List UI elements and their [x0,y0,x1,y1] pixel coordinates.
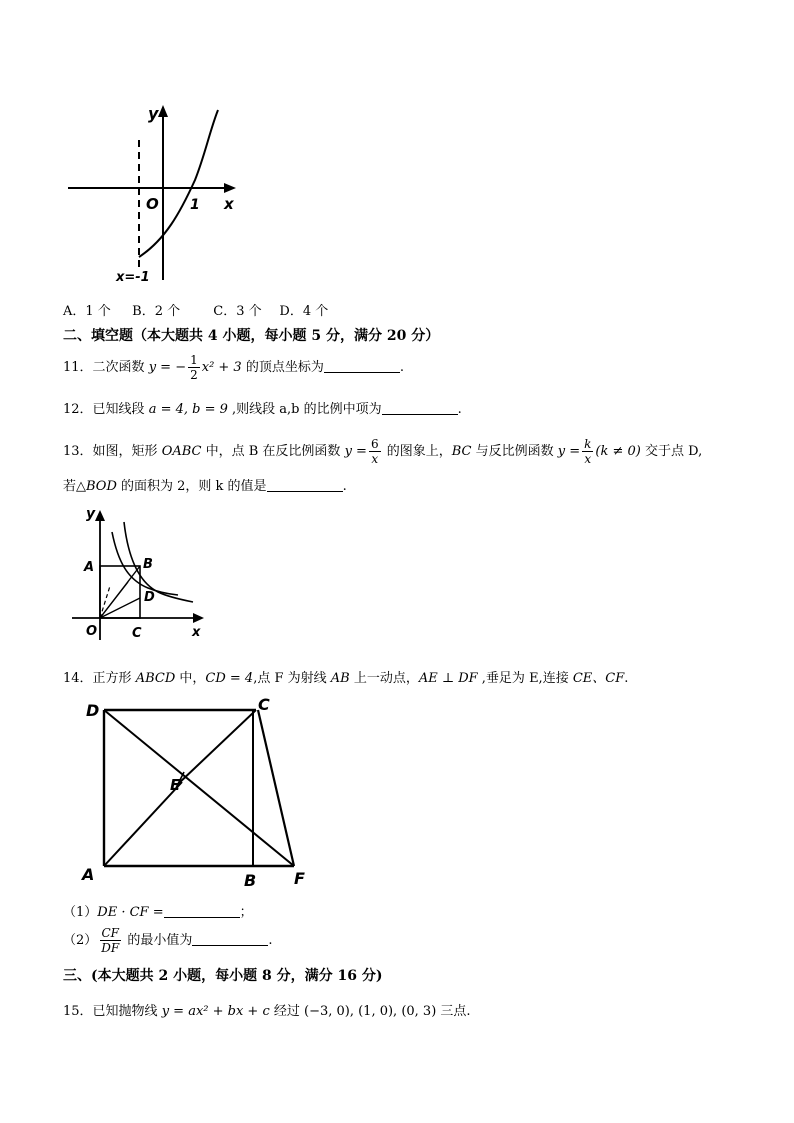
q14-2-den: DF [101,941,120,955]
q13-d1: x [371,452,379,466]
q13-line2-post: 的面积为 2，则 k 的值是 [116,479,267,494]
fig2-y-label: y [86,506,96,522]
x-axis-arrow [224,183,236,193]
q11-eq: y = − [148,360,187,375]
fig2-o-label: O [86,624,98,639]
q13-y2: y = [557,444,581,459]
hyperbola-outer [124,522,193,602]
fig3-c-label: C [258,695,270,714]
q13-end1: 交于点 D, [640,444,703,459]
q14-abcd: ABCD [135,671,176,686]
q13-mid3: 与反比例函数 [471,444,558,459]
option-c: C．3 个 [213,304,262,319]
parabola-curve [139,110,218,257]
q13-n1: 6 [370,437,379,451]
q12-answer-blank[interactable] [382,401,458,415]
q11-post: 的顶点坐标为 [241,360,324,375]
question-11 [63,353,404,382]
q13-d2: x [584,452,592,466]
q14-mid4: ,垂足为 E,连接 [477,671,573,686]
q14-1-label: （1） [63,905,98,920]
question-15 [63,1000,471,1019]
fig1-x-eq-label: x=-1 [116,270,150,285]
segment-ce [178,710,256,784]
q14-perp: AE ⊥ DF [418,671,478,686]
q14-2-end: . [268,933,273,948]
q15-eq: y = ax² + bx + c [161,1004,270,1019]
q14-2-post: 的最小值为 [123,933,193,948]
q14-1-expr: DE · CF = [97,905,164,920]
q14-2-answer-blank[interactable] [192,932,268,946]
q12-post: ,则线段 a,b 的比例中项为 [227,402,382,417]
fig2-a-label: A [84,560,95,575]
q12-end: . [457,402,462,417]
fig1-x-label: x [224,195,234,213]
q14-cd: CD = 4 [205,671,254,686]
q11-answer-blank[interactable] [324,359,400,373]
parabola-figure [60,95,250,290]
q13-n2: k [584,437,592,451]
q15-mid: 经过 [269,1004,304,1019]
q10-options [63,300,328,319]
segment-od-alt [100,582,128,618]
q11-num: 1 [190,353,198,367]
q13-mid1: 中，点 B 在反比例函数 [201,444,345,459]
q15-points: (−3, 0), (1, 0), (0, 3) [304,1004,437,1019]
q13-fraction-1 [369,437,381,466]
option-d: D．4 个 [279,304,329,319]
q11-fraction [188,353,200,382]
q14-2-fraction [99,926,121,955]
q15-text: 15．已知抛物线 [63,1004,162,1019]
q13-end2: . [342,479,347,494]
segment-od [100,598,140,618]
question-14-part-2 [63,926,273,955]
q13-answer-blank[interactable] [267,478,343,492]
fig1-origin-label: O [146,195,159,213]
option-b: B．2 个 [132,304,181,319]
q14-ce: CE、CF [572,671,625,686]
section-3-heading: 三、(本大题共 2 小题，每小题 8 分，满分 16 分) [63,968,383,984]
q13-oabc: OABC [161,444,202,459]
question-13 [63,437,702,466]
fig3-d-label: D [86,701,100,720]
q13-cond: (k ≠ 0) [595,444,641,459]
q13-mid2: 的图象上， [382,444,452,459]
q11-end: . [399,360,404,375]
question-13-line-2 [63,475,347,494]
segment-ae [104,782,182,866]
q14-ab: AB [330,671,350,686]
square-figure [72,690,332,895]
segment-df [104,710,294,866]
fig2-c-label: C [132,626,142,641]
q13-bc: BC [451,444,472,459]
fig3-a-label: A [82,865,95,884]
section-2-heading: 二、填空题（本大题共 4 小题，每小题 5 分，满分 20 分） [63,328,440,344]
q13-bod: BOD [86,479,117,494]
q13-text: 13．如图，矩形 [63,444,162,459]
q11-text: 11．二次函数 [63,360,149,375]
q14-text: 14．正方形 [63,671,136,686]
q12-text: 12．已知线段 [63,402,149,417]
q13-fraction-2 [582,437,593,466]
q14-1-answer-blank[interactable] [164,904,240,918]
q11-den: 2 [190,368,198,382]
q14-2-label: （2） [63,933,98,948]
fig3-b-label: B [244,871,257,890]
fig1-y-label: y [148,104,159,123]
fig1-one-label: 1 [190,197,200,213]
question-12 [63,398,462,417]
question-14-part-1 [63,901,253,920]
q14-mid3: 上一动点， [349,671,419,686]
fig3-e-label: E [170,776,181,794]
fig2-b-label: B [143,557,153,572]
q13-line2-pre: 若△ [63,479,86,494]
q12-cond: a = 4, b = 9 [148,402,228,417]
q14-mid2: ,点 F 为射线 [253,671,331,686]
question-14 [63,667,628,686]
fig2-x-arrow [193,613,204,623]
fig3-f-label: F [294,869,305,888]
segment-cf [258,710,294,866]
q13-y1: y = [344,444,367,459]
q14-end: . [624,671,629,686]
q14-2-num: CF [101,926,120,940]
q11-eq-rest: x² + 3 [201,360,242,375]
fig2-d-label: D [144,590,155,605]
y-axis-arrow [158,105,168,117]
fig2-y-arrow [95,510,105,521]
option-a: A．1 个 [63,304,111,319]
rectangle-hyperbola-figure [68,502,218,647]
fig2-x-label: x [192,625,201,640]
q14-mid1: 中， [175,671,206,686]
q15-end: 三点. [436,1004,471,1019]
q14-1-end: ； [239,905,253,920]
